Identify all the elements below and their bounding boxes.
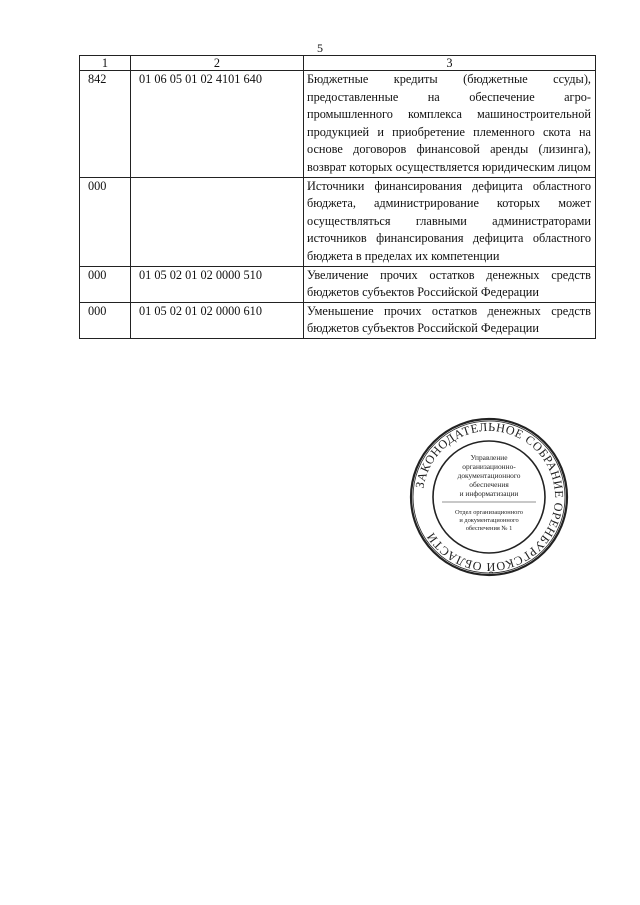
source-code-cell: 01 05 02 01 02 0000 510	[131, 266, 304, 302]
svg-text:и информатизации: и информатизации	[459, 489, 519, 498]
source-code-cell: 01 05 02 01 02 0000 610	[131, 302, 304, 338]
source-code-cell: 01 06 05 01 02 4101 640	[131, 71, 304, 178]
source-code-cell	[131, 177, 304, 266]
table-row	[80, 71, 596, 178]
column-header-1: 1	[80, 56, 131, 71]
table-row	[80, 266, 596, 302]
admin-code-cell: 000	[80, 177, 131, 266]
description-cell: Увеличение прочих остатков денежных средств бюджетов субъектов Российской Федерации	[304, 266, 596, 302]
page-number: 5	[317, 41, 323, 55]
svg-text:документационного: документационного	[457, 471, 521, 480]
table-row	[80, 302, 596, 338]
description-cell: Источники финансирования дефицита областного бюджета, администрирование которых может осуществляться главными администраторами источников финансирования дефицита областного бюджета в пределах их компетенции	[304, 177, 596, 266]
stamp-inner-text	[455, 453, 523, 532]
svg-text:и документационного: и документационного	[459, 517, 519, 524]
stamp-ring-text: ЗАКОНОДАТЕЛЬНОЕ СОБРАНИЕ ОРЕНБУРГСКОЙ ОБЛАСТИ	[412, 419, 567, 575]
official-stamp	[408, 416, 570, 578]
description-cell: Бюджетные кредиты (бюджетные ссуды), предоставленные на обеспечение агро-промышленного комплекса машиностроительной продукцией и приобретение племенного скота на основе договоров финансовой аренды (лизинга), возврат которых осуществляется юридическим лицом	[304, 71, 596, 178]
svg-text:Отдел организационного: Отдел организационного	[455, 509, 523, 516]
sources-table	[79, 55, 596, 339]
table-row	[80, 177, 596, 266]
column-header-3: 3	[304, 56, 596, 71]
admin-code-cell: 000	[80, 302, 131, 338]
svg-text:обеспечения № 1: обеспечения № 1	[465, 525, 513, 532]
svg-text:Управление: Управление	[470, 453, 508, 462]
admin-code-cell: 842	[80, 71, 131, 178]
column-header-2: 2	[131, 56, 304, 71]
svg-text:организационно-: организационно-	[462, 462, 516, 471]
table-header-row	[80, 56, 596, 71]
admin-code-cell: 000	[80, 266, 131, 302]
svg-text:обеспечения: обеспечения	[469, 480, 509, 489]
description-cell: Уменьшение прочих остатков денежных средств бюджетов субъектов Российской Федерации	[304, 302, 596, 338]
